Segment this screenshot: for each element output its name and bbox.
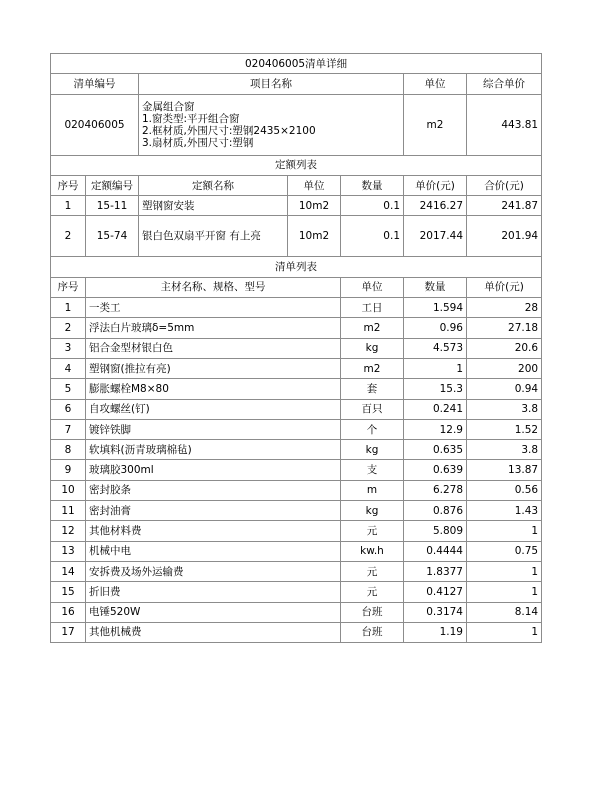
material-unit: m <box>341 480 404 500</box>
material-row <box>51 582 542 602</box>
quota-row <box>51 216 542 257</box>
quota-col-total: 合价(元) <box>467 175 542 195</box>
material-price: 1.52 <box>467 419 542 439</box>
material-name: 玻璃胶300ml <box>86 460 341 480</box>
material-seq: 2 <box>51 318 86 338</box>
quota-row <box>51 196 542 216</box>
material-seq: 11 <box>51 501 86 521</box>
material-qty: 1.19 <box>404 622 467 642</box>
material-unit: 元 <box>341 582 404 602</box>
material-row <box>51 602 542 622</box>
material-row <box>51 298 542 318</box>
material-price: 3.8 <box>467 399 542 419</box>
material-name: 其他机械费 <box>86 622 341 642</box>
material-price: 0.94 <box>467 379 542 399</box>
materials-col-unit: 单位 <box>341 277 404 297</box>
material-name: 折旧费 <box>86 582 341 602</box>
material-qty: 12.9 <box>404 419 467 439</box>
material-seq: 10 <box>51 480 86 500</box>
quota-name: 塑钢窗安装 <box>139 196 288 216</box>
material-seq: 4 <box>51 358 86 378</box>
quota-code: 15-74 <box>86 216 139 257</box>
material-row <box>51 338 542 358</box>
material-row <box>51 541 542 561</box>
material-qty: 15.3 <box>404 379 467 399</box>
quota-seq: 1 <box>51 196 86 216</box>
material-price: 28 <box>467 298 542 318</box>
quota-qty: 0.1 <box>341 216 404 257</box>
material-row <box>51 318 542 338</box>
material-row <box>51 622 542 642</box>
material-qty: 0.241 <box>404 399 467 419</box>
quota-qty: 0.1 <box>341 196 404 216</box>
material-unit: m2 <box>341 358 404 378</box>
material-seq: 16 <box>51 602 86 622</box>
material-qty: 0.4444 <box>404 541 467 561</box>
material-qty: 1.594 <box>404 298 467 318</box>
material-name: 安拆费及场外运输费 <box>86 561 341 581</box>
col-name-header: 项目名称 <box>139 74 404 94</box>
material-price: 1 <box>467 561 542 581</box>
material-qty: 6.278 <box>404 480 467 500</box>
quota-price: 2017.44 <box>404 216 467 257</box>
material-seq: 6 <box>51 399 86 419</box>
col-unit-header: 单位 <box>404 74 467 94</box>
quota-col-seq: 序号 <box>51 175 86 195</box>
quota-unit: 10m2 <box>288 216 341 257</box>
material-name: 自攻螺丝(钉) <box>86 399 341 419</box>
quota-col-unit: 单位 <box>288 175 341 195</box>
material-name: 塑钢窗(推拉有亮) <box>86 358 341 378</box>
material-row <box>51 440 542 460</box>
material-seq: 15 <box>51 582 86 602</box>
material-qty: 1.8377 <box>404 561 467 581</box>
material-unit: kw.h <box>341 541 404 561</box>
quota-total: 241.87 <box>467 196 542 216</box>
quota-code: 15-11 <box>86 196 139 216</box>
material-seq: 8 <box>51 440 86 460</box>
material-price: 1 <box>467 622 542 642</box>
material-seq: 1 <box>51 298 86 318</box>
item-unit: m2 <box>404 94 467 155</box>
item-name-line: 1.窗类型:平开组合窗 <box>142 112 240 125</box>
material-row <box>51 561 542 581</box>
item-header-row <box>51 74 542 94</box>
table-title: 020406005清单详细 <box>51 54 542 74</box>
material-name: 其他材料费 <box>86 521 341 541</box>
quota-header-row <box>51 175 542 195</box>
material-row <box>51 501 542 521</box>
material-unit: 元 <box>341 561 404 581</box>
material-qty: 0.635 <box>404 440 467 460</box>
materials-section-row <box>51 257 542 277</box>
quota-col-name: 定额名称 <box>139 175 288 195</box>
material-qty: 0.3174 <box>404 602 467 622</box>
quota-section-row <box>51 155 542 175</box>
material-price: 200 <box>467 358 542 378</box>
material-row <box>51 358 542 378</box>
col-code-header: 清单编号 <box>51 74 139 94</box>
material-seq: 9 <box>51 460 86 480</box>
quota-unit: 10m2 <box>288 196 341 216</box>
material-qty: 0.876 <box>404 501 467 521</box>
materials-col-price: 单价(元) <box>467 277 542 297</box>
item-code: 020406005 <box>51 94 139 155</box>
materials-section-title: 清单列表 <box>51 257 542 277</box>
item-row <box>51 94 542 155</box>
material-price: 1 <box>467 582 542 602</box>
quota-total: 201.94 <box>467 216 542 257</box>
material-seq: 7 <box>51 419 86 439</box>
material-unit: 支 <box>341 460 404 480</box>
material-qty: 0.639 <box>404 460 467 480</box>
material-qty: 0.96 <box>404 318 467 338</box>
material-row <box>51 480 542 500</box>
quota-col-code: 定额编号 <box>86 175 139 195</box>
material-unit: kg <box>341 501 404 521</box>
materials-header-row <box>51 277 542 297</box>
material-unit: 套 <box>341 379 404 399</box>
bill-detail-table <box>50 53 542 643</box>
material-unit: m2 <box>341 318 404 338</box>
materials-col-qty: 数量 <box>404 277 467 297</box>
col-price-header: 综合单价 <box>467 74 542 94</box>
material-price: 13.87 <box>467 460 542 480</box>
material-seq: 17 <box>51 622 86 642</box>
material-price: 0.75 <box>467 541 542 561</box>
item-name-line: 3.扇材质,外围尺寸:塑钢 <box>142 136 254 149</box>
material-price: 1.43 <box>467 501 542 521</box>
item-name <box>139 94 404 155</box>
material-name: 密封油膏 <box>86 501 341 521</box>
material-qty: 5.809 <box>404 521 467 541</box>
quota-section-title: 定额列表 <box>51 155 542 175</box>
material-unit: 工日 <box>341 298 404 318</box>
material-row <box>51 379 542 399</box>
material-name: 软填料(沥青玻璃棉毡) <box>86 440 341 460</box>
material-seq: 13 <box>51 541 86 561</box>
material-unit: kg <box>341 338 404 358</box>
quota-col-qty: 数量 <box>341 175 404 195</box>
material-row <box>51 419 542 439</box>
item-price: 443.81 <box>467 94 542 155</box>
material-name: 浮法白片玻璃δ=5mm <box>86 318 341 338</box>
material-price: 1 <box>467 521 542 541</box>
material-row <box>51 399 542 419</box>
material-qty: 4.573 <box>404 338 467 358</box>
material-price: 20.6 <box>467 338 542 358</box>
material-name: 机械中电 <box>86 541 341 561</box>
item-name-line: 金属组合窗 <box>142 100 195 113</box>
material-qty: 0.4127 <box>404 582 467 602</box>
material-unit: 个 <box>341 419 404 439</box>
material-qty: 1 <box>404 358 467 378</box>
material-row <box>51 521 542 541</box>
material-name: 电锤520W <box>86 602 341 622</box>
material-seq: 12 <box>51 521 86 541</box>
material-name: 膨胀螺栓M8×80 <box>86 379 341 399</box>
material-name: 密封胶条 <box>86 480 341 500</box>
material-unit: 百只 <box>341 399 404 419</box>
quota-price: 2416.27 <box>404 196 467 216</box>
material-unit: kg <box>341 440 404 460</box>
table-title-row <box>51 54 542 74</box>
material-seq: 14 <box>51 561 86 581</box>
quota-name: 银白色双扇平开窗 有上亮 <box>139 216 288 257</box>
material-name: 一类工 <box>86 298 341 318</box>
quota-seq: 2 <box>51 216 86 257</box>
material-seq: 3 <box>51 338 86 358</box>
material-price: 0.56 <box>467 480 542 500</box>
material-price: 27.18 <box>467 318 542 338</box>
quota-col-price: 单价(元) <box>404 175 467 195</box>
material-unit: 台班 <box>341 602 404 622</box>
material-seq: 5 <box>51 379 86 399</box>
materials-col-name: 主材名称、规格、型号 <box>86 277 341 297</box>
item-name-line: 2.框材质,外围尺寸:塑钢2435×2100 <box>142 124 316 137</box>
material-price: 8.14 <box>467 602 542 622</box>
materials-col-seq: 序号 <box>51 277 86 297</box>
material-row <box>51 460 542 480</box>
material-name: 镀锌铁脚 <box>86 419 341 439</box>
material-unit: 元 <box>341 521 404 541</box>
material-name: 铝合金型材银白色 <box>86 338 341 358</box>
material-price: 3.8 <box>467 440 542 460</box>
material-unit: 台班 <box>341 622 404 642</box>
